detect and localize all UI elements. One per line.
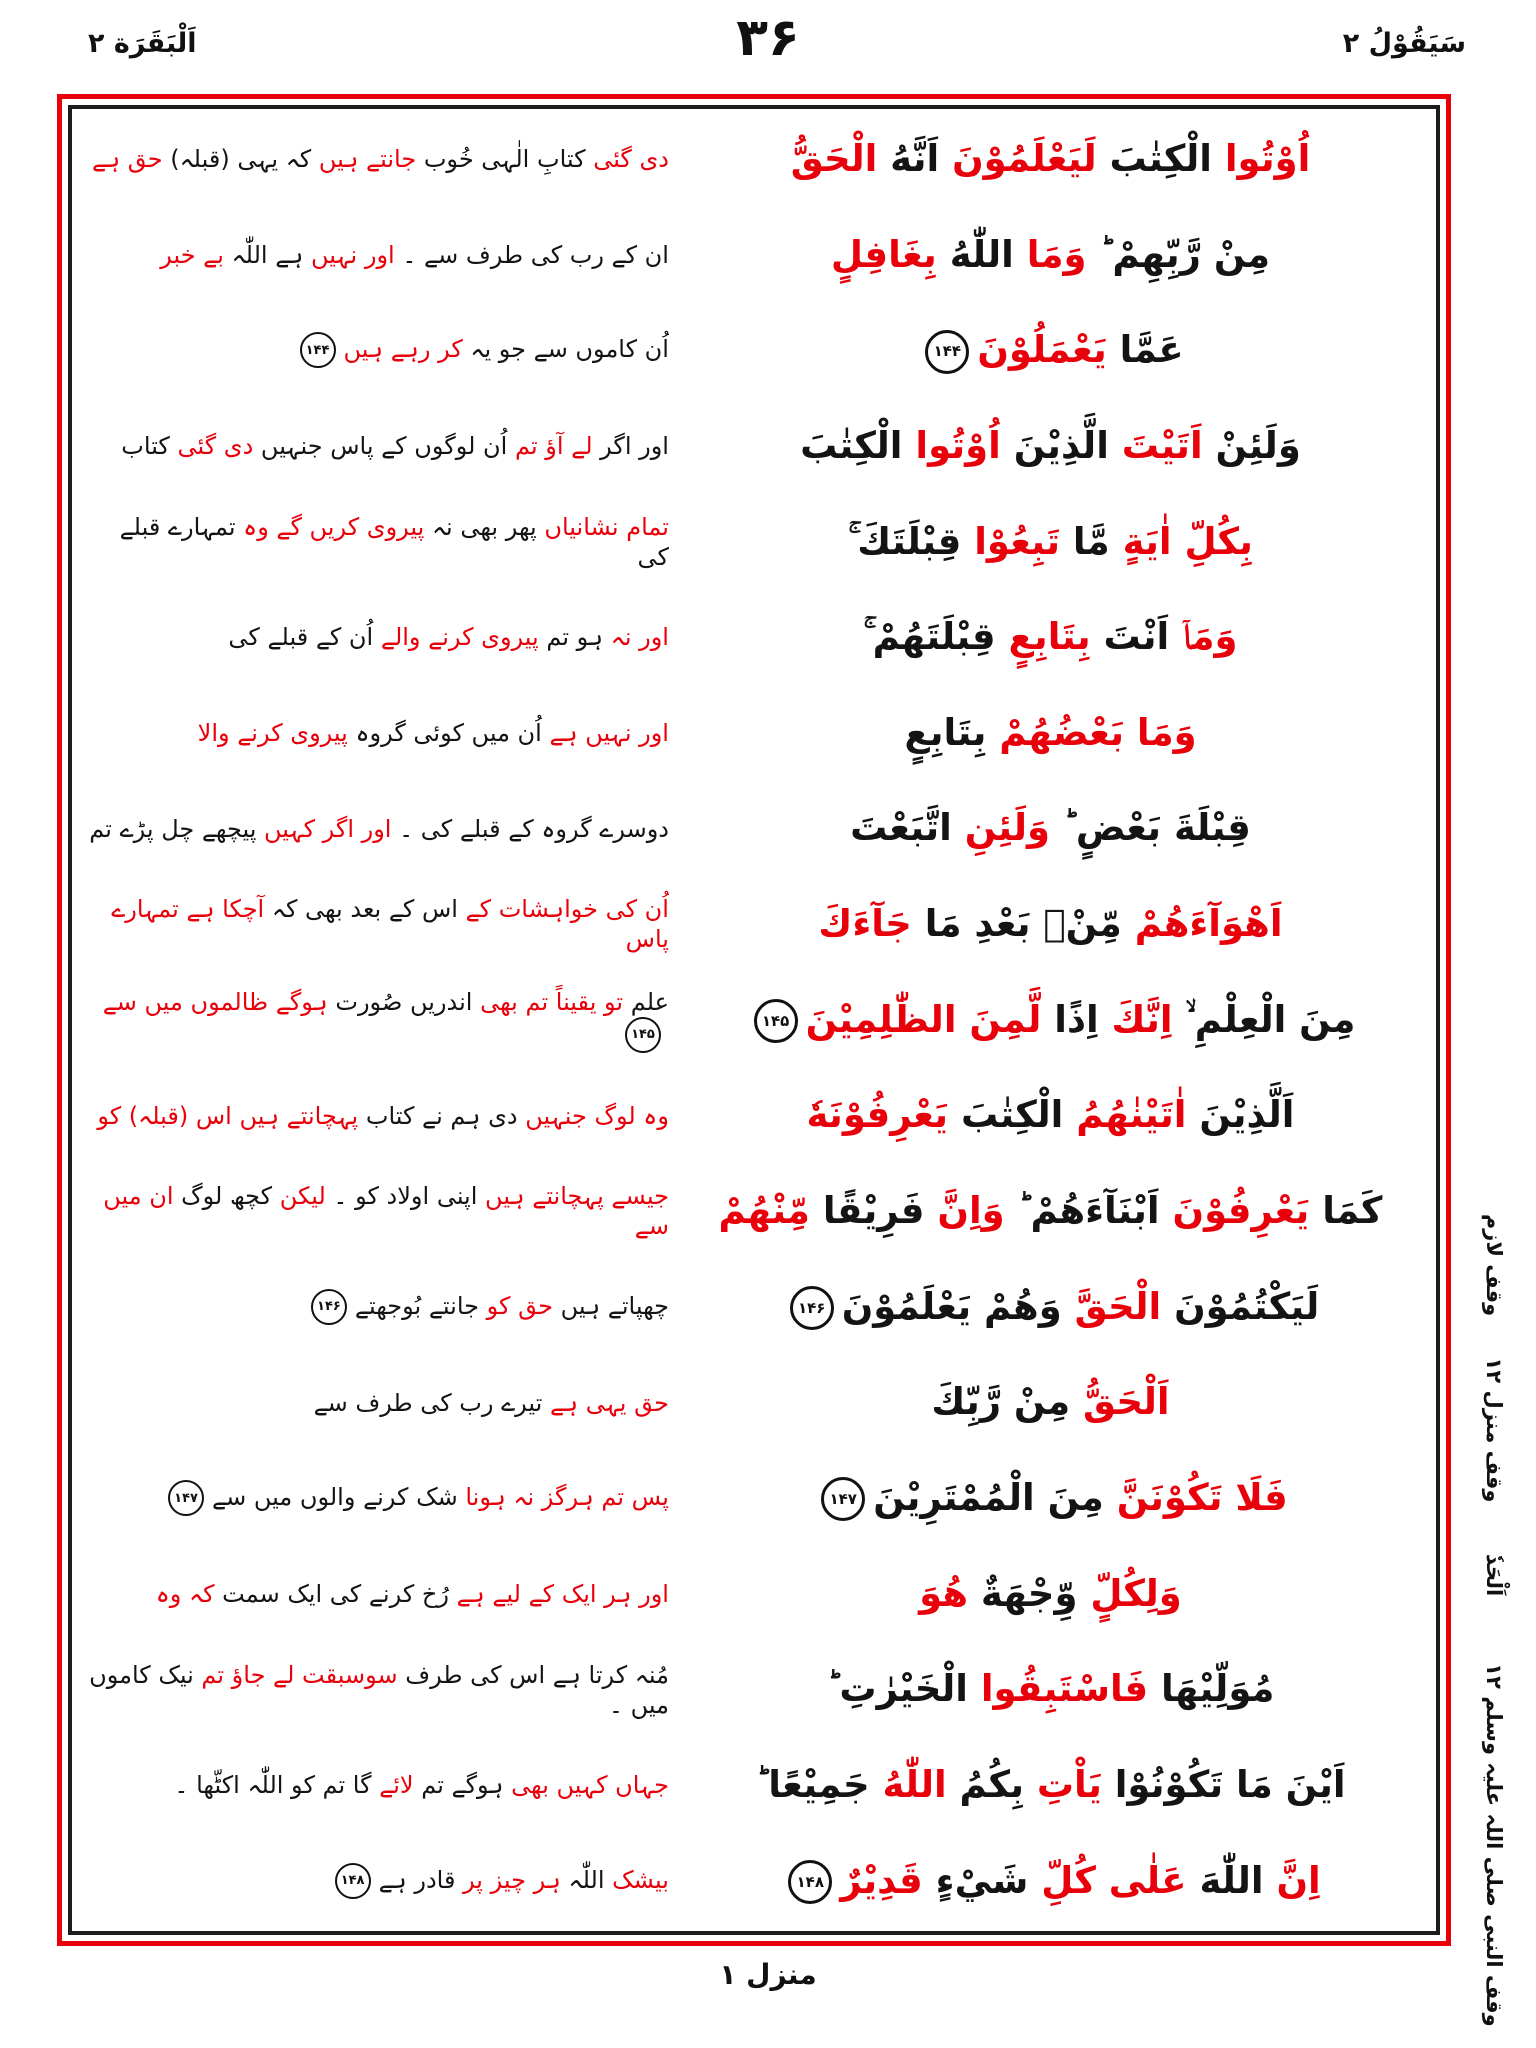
- urdu-word-segment: پھر بھی نہ: [431, 512, 537, 541]
- urdu-word-segment: تو یقیناً تم بھی: [480, 987, 624, 1016]
- verse-row: [86, 1072, 1420, 1160]
- arabic-word-segment: مَّا: [1072, 519, 1110, 563]
- ayah-number-marker: ۱۴۴: [300, 332, 336, 368]
- arabic-verse-line: [673, 1858, 1420, 1905]
- urdu-word-segment: کہ یہی (قبلہ): [170, 145, 312, 173]
- urdu-word-segment: سوسبقت لے جاؤ تم: [201, 1660, 398, 1689]
- arabic-word-segment: بِتَابِعٍ: [904, 710, 987, 754]
- arabic-word-segment: الَّذِيْنَ: [1013, 423, 1109, 467]
- arabic-word-segment: بِتَابِعٍ: [1008, 615, 1091, 659]
- arabic-verse-line: [673, 1284, 1420, 1331]
- arabic-word-segment: مِنْ رَّبِّهِمْ ؕ: [1099, 232, 1271, 276]
- arabic-word-segment: اَتَيْتَ: [1121, 423, 1203, 467]
- urdu-word-segment: تیرے رب کی طرف سے: [313, 1388, 543, 1417]
- urdu-word-segment: ہر چیز پر: [463, 1865, 561, 1894]
- urdu-word-segment: جہاں کہیں بھی: [511, 1771, 669, 1800]
- urdu-translation-line: [86, 1388, 673, 1418]
- urdu-word-segment: اس کے بعد بھی کہ: [271, 895, 458, 924]
- outer-red-frame: [57, 94, 1451, 1946]
- urdu-word-segment: کتابِ الٰہی: [481, 145, 586, 173]
- verse-row: [86, 1454, 1420, 1542]
- arabic-word-segment: وَلَئِنْ: [1215, 423, 1301, 467]
- arabic-verse-line: [673, 997, 1420, 1044]
- arabic-word-segment: جَمِيْعًا ؕ: [755, 1763, 870, 1807]
- arabic-word-segment: اَلْحَقُّ: [1083, 1380, 1170, 1424]
- verse-row: [86, 211, 1420, 299]
- inner-black-frame: [68, 105, 1440, 1935]
- arabic-word-segment: وَلِكُلٍّ: [1090, 1571, 1182, 1615]
- arabic-word-segment: يَعْرِفُوْنَ: [1172, 1189, 1310, 1233]
- arabic-verse-line: [673, 1379, 1420, 1425]
- ayah-number-marker: ۱۴۸: [335, 1863, 371, 1899]
- arabic-word-segment: اِذًا: [1054, 997, 1099, 1041]
- verse-row: [86, 593, 1420, 681]
- urdu-translation-line: [86, 240, 673, 270]
- arabic-word-segment: وَمَا بَعْضُهُمْ: [999, 710, 1197, 754]
- urdu-word-segment: کہ وہ: [155, 1579, 215, 1608]
- verse-row: [86, 1550, 1420, 1638]
- arabic-word-segment: يَعْرِفُوْنَهٗ: [806, 1093, 949, 1137]
- urdu-word-segment: پہچانتے ہیں اس (قبلہ) کو: [97, 1101, 359, 1130]
- urdu-word-segment: ان میں سے: [103, 1182, 669, 1241]
- ayah-number-marker: ۱۴۷: [821, 1477, 865, 1521]
- urdu-word-segment: لیکن: [279, 1182, 326, 1211]
- urdu-word-segment: چھپاتے ہیں: [560, 1291, 669, 1320]
- arabic-word-segment: عَمَّا: [1119, 328, 1184, 372]
- arabic-verse-line: [673, 1188, 1420, 1234]
- urdu-word-segment: رُخ کرنے کی ایک سمت: [222, 1579, 449, 1608]
- urdu-translation-line: [86, 987, 673, 1053]
- urdu-translation-line: [86, 512, 673, 572]
- verse-row: [86, 1741, 1420, 1829]
- arabic-word-segment: اتَّبَعْتَ: [850, 806, 952, 850]
- urdu-word-segment: ان کے رب کی طرف سے ۔: [402, 240, 669, 269]
- arabic-verse-line: [673, 327, 1420, 374]
- urdu-word-segment: لے آؤ تم: [514, 431, 593, 460]
- arabic-word-segment: لَيَعْلَمُوْنَ: [952, 136, 1097, 180]
- urdu-word-segment: اندریں صُورت: [335, 987, 473, 1016]
- arabic-word-segment: اللّٰهُ: [949, 232, 1014, 276]
- arabic-word-segment: بِكُلِّ اٰيَةٍ: [1122, 519, 1253, 563]
- arabic-word-segment: الْحَقَّ: [1074, 1284, 1162, 1328]
- urdu-word-segment: کچھ لوگ: [181, 1182, 273, 1211]
- arabic-word-segment: مِّنْۢ بَعْدِ مَا: [924, 902, 1122, 946]
- arabic-word-segment: مِنَ الْمُمْتَرِيْنَ: [873, 1475, 1104, 1519]
- urdu-word-segment: دی گئی: [177, 431, 254, 460]
- urdu-translation-line: [86, 814, 673, 844]
- verse-row: [86, 785, 1420, 873]
- urdu-word-segment: کتاب: [121, 431, 170, 460]
- urdu-translation-line: [86, 1770, 673, 1800]
- urdu-word-segment: اور اگر: [600, 431, 669, 460]
- arabic-verse-line: [673, 901, 1420, 947]
- arabic-word-segment: فَلَا تَكُوْنَنَّ: [1116, 1475, 1288, 1519]
- urdu-word-segment: گا تم کو اللّٰہ اکٹّھا ۔: [174, 1771, 372, 1800]
- urdu-word-segment: ہوگے ظالموں میں سے: [102, 987, 328, 1016]
- arabic-verse-line: [673, 136, 1420, 182]
- arabic-word-segment: وِّجْهَةٌ: [980, 1571, 1078, 1615]
- arabic-word-segment: لَّمِنَ الظّٰلِمِيْنَ: [805, 997, 1042, 1041]
- urdu-word-segment: بے خبر: [160, 240, 224, 269]
- urdu-word-segment: جانتے بُوجھتے: [354, 1291, 479, 1320]
- arabic-word-segment: الْكِتٰبَ: [800, 423, 903, 467]
- urdu-word-segment: لائے: [379, 1771, 414, 1800]
- urdu-word-segment: اپنی اولاد کو ۔: [333, 1182, 478, 1211]
- arabic-word-segment: فَرِيْقًا: [822, 1189, 925, 1233]
- urdu-word-segment: اُن لوگوں کے پاس جنہیں: [260, 431, 508, 460]
- arabic-word-segment: وَاِنَّ: [937, 1189, 1005, 1233]
- urdu-word-segment: علم: [630, 987, 669, 1016]
- arabic-verse-line: [673, 1666, 1420, 1712]
- verse-row: [86, 1646, 1420, 1734]
- urdu-word-segment: اور اگر کہیں: [264, 814, 392, 843]
- arabic-word-segment: الْكِتٰبَ: [960, 1093, 1064, 1137]
- arabic-word-segment: اللّٰهُ: [882, 1763, 947, 1807]
- verse-row: [86, 1837, 1420, 1925]
- verse-row: [86, 402, 1420, 490]
- ayah-number-marker: ۱۴۴: [925, 330, 969, 374]
- verse-row: [86, 498, 1420, 586]
- arabic-word-segment: بِكُمُ: [959, 1763, 1024, 1807]
- arabic-word-segment: كَمَا: [1322, 1189, 1383, 1233]
- urdu-word-segment: اور نہیں ہے: [549, 718, 669, 747]
- arabic-word-segment: اِنَّ: [1276, 1858, 1321, 1902]
- arabic-word-segment: فَاسْتَبِقُوا: [980, 1667, 1149, 1711]
- manzil-label: منزل ۱: [719, 1958, 817, 1991]
- arabic-verse-line: [673, 1762, 1420, 1808]
- arabic-word-segment: قِبْلَتَكَ ۚ: [848, 519, 962, 563]
- urdu-word-segment: حق ہے: [92, 145, 163, 173]
- urdu-word-segment: جیسے پہچانتے ہیں: [485, 1182, 669, 1211]
- urdu-word-segment: آچکا ہے تمہارے پاس: [111, 895, 669, 954]
- urdu-word-segment: خُوب: [423, 145, 474, 173]
- arabic-word-segment: شَيْءٍ: [935, 1858, 1029, 1902]
- arabic-verse-line: [673, 710, 1420, 756]
- urdu-word-segment: اُن کاموں سے جو یہ: [470, 335, 669, 364]
- urdu-word-segment: اور ہر ایک کے لیے ہے: [456, 1579, 669, 1608]
- arabic-word-segment: اَبْنَآءَهُمْ ؕ: [1017, 1189, 1160, 1233]
- urdu-word-segment: پیروی کریں گے وہ: [243, 512, 425, 541]
- arabic-verse-line: [673, 1475, 1420, 1522]
- margin-waqf-note: وقف لازم: [1482, 1213, 1506, 1317]
- urdu-word-segment: حق یہی ہے: [549, 1388, 669, 1417]
- urdu-word-segment: اُن کے قبلے کی: [228, 623, 374, 652]
- urdu-translation-line: [86, 1101, 673, 1131]
- arabic-verse-line: [673, 423, 1420, 469]
- arabic-word-segment: وَمَا: [1026, 232, 1087, 276]
- arabic-verse-line: [673, 1571, 1420, 1617]
- arabic-verse-line: [673, 805, 1420, 851]
- arabic-word-segment: مِنْ رَّبِّكَ: [931, 1380, 1071, 1424]
- arabic-word-segment: مُوَلِّيْهَا: [1161, 1667, 1275, 1711]
- verse-row: [86, 115, 1420, 203]
- verse-row: [86, 689, 1420, 777]
- arabic-word-segment: قَدِيْرٌ: [840, 1858, 923, 1902]
- arabic-word-segment: مِّنْهُمْ: [718, 1189, 810, 1233]
- arabic-word-segment: اَهْوَآءَهُمْ: [1134, 902, 1283, 946]
- urdu-translation-line: [86, 332, 673, 368]
- arabic-verse-line: [673, 519, 1420, 565]
- arabic-word-segment: عَلٰى كُلِّ: [1041, 1858, 1187, 1902]
- urdu-word-segment: دوسرے گروہ کے قبلے کی ۔: [399, 814, 669, 843]
- urdu-word-segment: نیک کاموں میں ۔: [89, 1660, 669, 1719]
- arabic-word-segment: بِغَافِلٍ: [830, 232, 937, 276]
- arabic-word-segment: اُوْتُوا: [1224, 136, 1311, 180]
- ayah-number-marker: ۱۴۵: [625, 1017, 661, 1053]
- urdu-word-segment: ہو تم: [546, 623, 604, 652]
- urdu-word-segment: حق کو: [486, 1291, 553, 1320]
- urdu-word-segment: ہے اللّٰہ: [231, 240, 304, 269]
- urdu-word-segment: پیروی کرنے والے: [380, 623, 539, 652]
- ayah-number-marker: ۱۴۶: [311, 1289, 347, 1325]
- urdu-word-segment: اور نہ: [610, 623, 669, 652]
- arabic-word-segment: اِنَّكَ: [1111, 997, 1173, 1041]
- margin-waqf-note: وقف النبی صلی اللہ علیہ وسلم ۱۲: [1482, 1663, 1506, 2027]
- arabic-word-segment: اٰتَيْنٰهُمُ: [1076, 1093, 1187, 1137]
- arabic-word-segment: اَنَّهُ: [890, 136, 940, 180]
- urdu-word-segment: تمام نشانیاں: [544, 512, 669, 541]
- urdu-word-segment: کر رہے ہیں: [343, 335, 463, 364]
- arabic-word-segment: لَيَكْتُمُوْنَ: [1174, 1284, 1320, 1328]
- urdu-word-segment: پس تم ہرگز نہ ہونا: [465, 1483, 669, 1512]
- urdu-translation-line: [86, 1579, 673, 1609]
- arabic-word-segment: جَآءَكَ: [818, 902, 912, 946]
- urdu-word-segment: دی ہم نے کتاب: [365, 1101, 518, 1130]
- ayah-number-marker: ۱۴۵: [754, 999, 798, 1043]
- urdu-translation-line: [86, 1480, 673, 1516]
- margin-waqf-note: وقف منزل ۱۲: [1482, 1357, 1506, 1503]
- urdu-translation-line: [86, 144, 673, 174]
- arabic-word-segment: الْكِتٰبَ: [1109, 136, 1212, 180]
- page-number: ۳۶: [736, 8, 800, 68]
- urdu-word-segment: شک کرنے والوں میں سے: [212, 1483, 458, 1512]
- urdu-word-segment: مُنہ کرتا ہے اس کی طرف: [405, 1660, 669, 1689]
- arabic-word-segment: يَاْتِ: [1036, 1763, 1102, 1807]
- verse-row: [86, 1167, 1420, 1255]
- arabic-word-segment: قِبْلَةَ بَعْضٍ ؕ: [1062, 806, 1251, 850]
- arabic-word-segment: يَعْمَلُوْنَ: [977, 328, 1107, 372]
- urdu-translation-line: [86, 431, 673, 461]
- verse-row: [86, 880, 1420, 968]
- urdu-translation-line: [86, 622, 673, 652]
- arabic-verse-line: [673, 614, 1420, 660]
- ayah-number-marker: ۱۴۷: [168, 1480, 204, 1516]
- urdu-word-segment: قادر ہے: [378, 1865, 456, 1894]
- urdu-word-segment: پیروی کرنے والا: [197, 718, 348, 747]
- verse-row: [86, 976, 1420, 1064]
- juz-name-label: سَيَقُوْلُ ۲: [1342, 28, 1466, 59]
- arabic-word-segment: تَبِعُوْا: [974, 519, 1060, 563]
- arabic-word-segment: اُوْتُوا: [915, 423, 1001, 467]
- urdu-translation-line: [86, 1660, 673, 1720]
- arabic-word-segment: وَهُمْ يَعْلَمُوْنَ: [841, 1284, 1062, 1328]
- urdu-word-segment: وہ لوگ جنہیں: [525, 1101, 669, 1130]
- urdu-word-segment: جانتے ہیں: [318, 145, 417, 173]
- arabic-word-segment: مِنَ الْعِلْمِ ۙ: [1185, 997, 1356, 1041]
- urdu-word-segment: دی گئی: [593, 145, 669, 173]
- margin-waqf-note: اَلْحَدٗ: [1482, 1553, 1506, 1597]
- urdu-word-segment: اللّٰہ: [568, 1865, 605, 1894]
- arabic-word-segment: وَمَاۤ: [1182, 615, 1238, 659]
- urdu-translation-line: [86, 1863, 673, 1899]
- verse-row: [86, 1359, 1420, 1447]
- verse-row: [86, 1263, 1420, 1351]
- arabic-word-segment: اَيْنَ مَا تَكُوْنُوْا: [1114, 1763, 1346, 1807]
- urdu-word-segment: اُن میں کوئی گروہ: [355, 718, 542, 747]
- arabic-word-segment: قِبْلَتَهُمْ ۚ: [863, 615, 996, 659]
- urdu-word-segment: بیشک: [612, 1865, 669, 1894]
- urdu-translation-line: [86, 1289, 673, 1325]
- ayah-number-marker: ۱۴۶: [790, 1286, 834, 1330]
- arabic-verse-line: [673, 1092, 1420, 1138]
- arabic-word-segment: اَنْتَ: [1103, 615, 1170, 659]
- surah-name-label: اَلْبَقَرَة ۲: [88, 28, 197, 59]
- arabic-word-segment: هُوَ: [919, 1571, 969, 1615]
- urdu-translation-line: [86, 894, 673, 954]
- urdu-translation-line: [86, 718, 673, 748]
- urdu-word-segment: اور نہیں: [310, 240, 395, 269]
- arabic-word-segment: وَلَئِنِ: [964, 806, 1051, 850]
- urdu-word-segment: ہوگے تم: [421, 1771, 504, 1800]
- urdu-word-segment: پیچھے چل پڑے تم: [89, 814, 257, 843]
- arabic-word-segment: اللّٰهَ: [1199, 1858, 1264, 1902]
- arabic-word-segment: اَلَّذِيْنَ: [1199, 1093, 1295, 1137]
- verse-row: [86, 306, 1420, 394]
- arabic-word-segment: الْحَقُّ: [790, 136, 878, 180]
- urdu-word-segment: اُن کی خواہشات کے: [465, 895, 669, 924]
- urdu-translation-line: [86, 1181, 673, 1241]
- arabic-verse-line: [673, 232, 1420, 278]
- arabic-word-segment: الْخَيْرٰتِ ؕ: [826, 1667, 968, 1711]
- ayah-number-marker: ۱۴۸: [788, 1860, 832, 1904]
- verse-rows: [86, 115, 1420, 1925]
- urdu-word-segment: تمہارے قبلے کی: [119, 512, 669, 571]
